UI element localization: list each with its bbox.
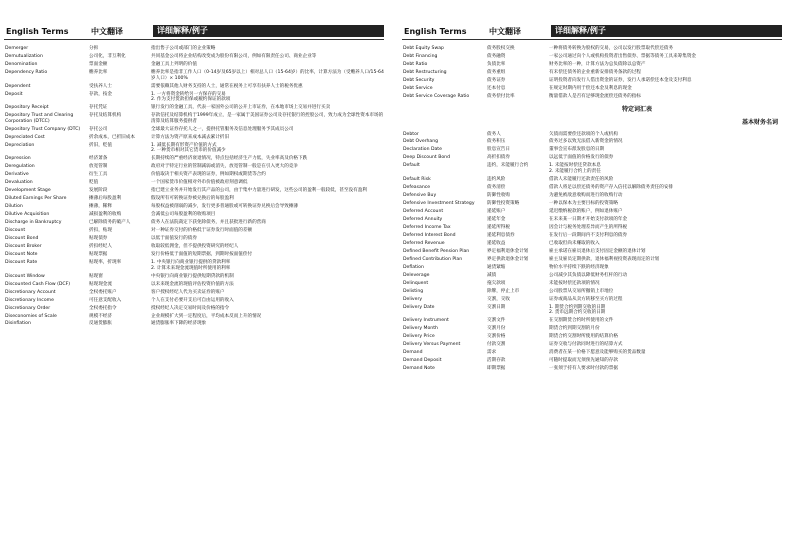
term-chinese: 票面金额	[89, 61, 108, 67]
glossary-entry	[4, 127, 384, 133]
glossary-entry	[4, 70, 384, 81]
glossary-entry	[4, 135, 384, 141]
term-chinese: 债务重组	[487, 69, 506, 75]
glossary-entry	[402, 241, 782, 247]
glossary-entry	[402, 217, 782, 223]
term-description: 收取较低佣金，但不提供投资研究的经纪人	[151, 244, 239, 250]
term-chinese: 受扶养人士	[89, 83, 112, 89]
term-description: 存款信托及结算机构于1999年成立，是一家属于美国证券公司及存托银行的控股公司，致力成为全球性资本市场的清算及结算服务提供者	[151, 113, 384, 124]
term-chinese: 活期存款	[487, 358, 506, 364]
term-english: Delinquent	[403, 280, 429, 286]
term-chinese: 发展阶段	[89, 188, 108, 194]
term-description: 一种将债务转换为股权的交易，公司以发行股票取代偿还债务	[549, 46, 674, 51]
term-english: Demand	[403, 350, 423, 356]
term-chinese: 反通货膨胀	[89, 321, 112, 327]
glossary-entry	[402, 225, 782, 231]
header-description: 详细解释/例子	[551, 25, 782, 37]
glossary-entry	[402, 249, 782, 255]
term-chinese: 可任意支配收入	[89, 297, 122, 303]
term-chinese: 违约，未能履行合约	[487, 163, 529, 169]
term-english: Devaluation	[5, 180, 33, 186]
left-term-list	[4, 46, 384, 327]
term-chinese: 递延账户	[487, 208, 506, 214]
term-english: Defined Benefit Pension Plan	[403, 248, 470, 254]
term-description: 因会计与税务处理差异而产生的所得税	[549, 224, 628, 230]
term-english: Dependent	[5, 83, 31, 89]
term-english: Delivery Date	[403, 304, 435, 310]
term-chinese: 界定福利退休金计划	[487, 248, 529, 254]
term-english: Discount Window	[5, 273, 45, 279]
term-description: 通货膨胀率下降的经济现象	[151, 321, 207, 327]
term-english: Debt Overhang	[403, 139, 439, 145]
glossary-entry	[4, 92, 384, 103]
term-english: Dilutive Acquisition	[5, 212, 50, 218]
term-chinese: 贴现债券	[89, 236, 108, 242]
glossary-entry	[4, 143, 384, 154]
glossary-entry	[4, 314, 384, 320]
term-chinese: 还本付息	[487, 85, 506, 91]
term-chinese: 需求	[487, 350, 497, 356]
term-chinese: 衍生工具	[89, 172, 108, 178]
term-chinese: 存托及结算机构	[89, 113, 122, 119]
term-english: Diluted Earnings Per Share	[5, 196, 67, 202]
term-english: Dependency Ratio	[5, 69, 48, 75]
right-column-header	[402, 24, 782, 38]
term-chinese: 债务清偿	[487, 185, 506, 190]
term-english: Deleverage	[403, 272, 430, 278]
term-english: Defined Contribution Plan	[403, 256, 463, 262]
term-description: 期货合约交割时所使用的结算价格	[549, 334, 618, 340]
glossary-entry	[402, 289, 782, 295]
term-chinese: 递延收益	[487, 240, 506, 246]
left-column	[4, 24, 384, 329]
term-chinese: 减损盈利的收购	[89, 212, 122, 218]
glossary-entry	[4, 244, 384, 250]
term-chinese: 防御性收购	[487, 192, 510, 198]
term-chinese: 赡养比率	[89, 69, 108, 75]
term-chinese: 公司化，非互利化	[89, 53, 126, 59]
term-chinese: 交割，交收	[487, 296, 510, 302]
term-description: 证券或商品从卖方转移至买方的过程	[549, 296, 623, 302]
glossary-entry	[402, 265, 782, 271]
glossary-entry	[402, 257, 782, 263]
term-chinese: 交割价格	[487, 334, 506, 340]
term-english: Depression	[5, 156, 31, 162]
term-english: Delivery Instrument	[403, 318, 449, 324]
term-description: 价值取决于相关资产表现的证券，例如期权或期货等合约	[151, 172, 266, 178]
glossary-entry	[4, 274, 384, 280]
term-english: Defensive Investment Strategy	[403, 200, 475, 206]
term-chinese: 债务偿付比率	[487, 93, 515, 99]
term-english: Delivery Versus Payment	[403, 342, 461, 348]
term-description: 证明投资者向发行人借出资金的证券，发行人承诺偿还本金及支付利息	[549, 77, 692, 83]
glossary-entry	[4, 282, 384, 288]
term-english: Debt Financing	[403, 53, 438, 59]
term-english: Dilution	[5, 204, 23, 210]
glossary-entry	[402, 163, 782, 174]
term-chinese: 摊薄后每股盈利	[89, 196, 122, 202]
term-chinese: 规模不经济	[89, 313, 112, 319]
glossary-entry	[4, 180, 384, 186]
term-english: Discount Note	[5, 252, 38, 258]
term-english: Demand Note	[403, 366, 435, 372]
term-description: 在发行后一段期间内不支付利息的债券	[549, 232, 628, 238]
glossary-entry	[402, 305, 782, 316]
glossary-entry	[4, 54, 384, 60]
term-chinese: 存款，按金	[89, 91, 112, 97]
term-description: 长期持续的严重经济衰退情况，特点包括经济生产力低，失业率高及价格下跌	[151, 156, 308, 162]
term-english: Debt Ratio	[403, 61, 428, 67]
term-english: Deferred Account	[403, 208, 444, 214]
term-description: 衡量借款人是否有足够现金流偿还债务的指标	[549, 93, 641, 99]
term-description: 企业规模扩大到一定程度后，平均成本反而上升的情况	[151, 313, 262, 319]
term-description: 发行价格低于面值的短期票据，到期时按面值偿付	[151, 252, 253, 258]
term-english: Discount Bond	[5, 236, 39, 242]
term-english: Default	[403, 163, 420, 169]
header-english: English Terms	[404, 26, 467, 36]
term-description: 金融工具上列明的价值	[151, 61, 197, 67]
glossary-entry	[4, 228, 384, 234]
glossary-entry	[402, 62, 782, 68]
term-description: 1. 一方将资金转给另一方保存的交易 2. 作为支付货款担保或履约保证的款项	[151, 91, 231, 103]
term-chinese: 债务积压	[487, 139, 506, 145]
glossary-entry	[402, 78, 782, 84]
glossary-entry	[4, 113, 384, 124]
term-english: Discount Broker	[5, 244, 42, 250]
term-english: Discount Rate	[5, 260, 38, 265]
right-column	[402, 24, 782, 374]
term-chinese: 股息宣告日	[487, 147, 510, 153]
glossary-entry	[4, 204, 384, 210]
glossary-entry	[402, 209, 782, 215]
term-chinese: 折余成本，已折旧成本	[89, 134, 135, 140]
term-description: 指出售子公司或部门的企业策略	[151, 46, 216, 51]
glossary-entry	[4, 212, 384, 218]
term-chinese: 存托公司	[89, 126, 108, 132]
term-description: 赡养比率是指非工作人口（0-14岁及65岁以上）相对总人口（15-64岁）的比率，计算方法为（受赡养人口/15-64岁人口）× 100%	[151, 69, 384, 81]
term-description: 个人在支付必要开支后可自由运用的收入	[151, 297, 234, 303]
term-english: Demutualization	[5, 53, 43, 59]
term-english: Depreciated Cost	[5, 134, 45, 140]
term-description: 客户授权经纪人代为买卖证券的账户	[151, 289, 225, 295]
term-description: 一张须于持有人要求时付款的票据	[549, 366, 618, 372]
glossary-entry	[402, 46, 782, 52]
glossary-entry	[4, 260, 384, 271]
term-english: Debt Security	[403, 77, 435, 83]
header-english: English Terms	[6, 26, 69, 36]
term-english: Discount	[5, 228, 26, 234]
term-english: Depository Trust and Clearing Corporation (DTCC)	[5, 113, 74, 124]
header-rule	[402, 39, 782, 40]
term-description: 雇主承诺在雇员退休后支付固定金额的退休计划	[549, 248, 646, 254]
term-english: Debt Service Coverage Ratio	[403, 93, 470, 99]
term-description: 在交割期货合约时所使用的文件	[549, 318, 614, 324]
term-chinese: 负债比率	[487, 61, 506, 67]
term-english: Deregulation	[5, 164, 35, 170]
term-description: 公司股票从交易所撤销上市地位	[549, 288, 614, 294]
term-description: 在规定时期内用于偿还本金及利息的现金	[549, 85, 632, 91]
term-chinese: 分拆	[89, 46, 99, 51]
glossary-entry	[402, 326, 782, 332]
left-column-header	[4, 24, 384, 38]
term-chinese: 递延所得税	[487, 224, 510, 230]
term-chinese: 贴现率，折现率	[89, 260, 122, 265]
term-description: 欠债而需要偿还款项的个人或机构	[549, 131, 618, 137]
term-description: 以未来现金流的现值评估投资价值的方法	[151, 281, 234, 287]
glossary-entry	[4, 196, 384, 202]
header-rule	[4, 39, 384, 40]
glossary-entry	[4, 62, 384, 68]
term-description: 全球最大证券存托人之一，提供托管服务及信息处理服务予其成员公司	[151, 126, 294, 132]
term-english: Deferred Interest Bond	[403, 232, 456, 238]
header-chinese: 中文翻译	[91, 26, 123, 36]
term-english: Default Risk	[403, 177, 431, 183]
term-description: 授权经纪人决定交易时间及价格的指令	[151, 305, 230, 311]
glossary-entry	[402, 342, 782, 348]
glossary-entry	[4, 188, 384, 194]
term-chinese: 递延年金	[487, 216, 506, 222]
glossary-entry	[4, 172, 384, 178]
term-description: 延迟缴纳税款的账户，例如退休账户	[549, 208, 623, 214]
term-chinese: 经济萧条	[89, 156, 108, 162]
glossary-entry	[402, 155, 782, 161]
term-chinese: 违约风险	[487, 177, 506, 183]
term-description: 证券交收与付款同时进行的结算方式	[549, 342, 623, 348]
term-english: Deep Discount Bond	[403, 155, 450, 161]
glossary-entry	[4, 236, 384, 242]
term-chinese: 界定供款退休金计划	[487, 256, 529, 262]
term-english: Depository Trust Company (DTC)	[5, 126, 81, 132]
term-chinese: 减债	[487, 272, 497, 278]
term-chinese: 高折扣债券	[487, 155, 510, 161]
term-description: 计算方法为资产原来成本减去累计折旧	[151, 134, 230, 140]
term-english: Debt Restructuring	[403, 69, 447, 75]
glossary-entry	[402, 94, 782, 100]
term-english: Discretionary Order	[5, 305, 51, 311]
term-english: Deposit	[5, 91, 23, 97]
term-description: 债务人在法院裁定下获免除债务，并且获批进行新的营商	[151, 220, 266, 226]
term-description: 需要依赖其他人财务支持的人士，通常在税务上可享有扶养人士的税务优惠	[151, 83, 303, 89]
term-chinese: 除牌，停止上市	[487, 288, 520, 294]
term-english: Deferred Income Tax	[403, 224, 451, 230]
term-description: 已收取但尚未赚取的收入	[549, 240, 600, 246]
term-chinese: 通货紧缩	[487, 264, 506, 270]
glossary-entry	[4, 84, 384, 90]
glossary-entry	[4, 156, 384, 162]
term-description: 董事会宣布派发股息的日期	[549, 147, 605, 153]
term-english: Debt Service	[403, 85, 433, 91]
term-english: Delisting	[403, 288, 424, 294]
term-english: Discretionary Account	[5, 289, 56, 295]
term-description: 财务比率的一种，计算方法为总负债除以总资产	[549, 61, 646, 67]
term-description: 期货合约到期交割的月份	[549, 326, 600, 332]
term-english: Development Stage	[5, 188, 51, 194]
glossary-entry	[402, 318, 782, 324]
term-chinese: 付款交割	[487, 342, 506, 348]
glossary-entry	[4, 252, 384, 258]
glossary-entry	[4, 46, 384, 52]
right-term-list-top	[402, 46, 782, 100]
term-chinese: 全权委托账户	[89, 289, 117, 295]
glossary-entry	[4, 290, 384, 296]
glossary-entry	[4, 105, 384, 111]
term-description: 会减低公司每股盈利的收购项目	[151, 212, 216, 218]
term-description: 1. 未能按时偿还贷款本息 2. 未能履行合约上的责任	[549, 163, 601, 175]
term-description: 未能按时偿还款项的情况	[549, 280, 600, 286]
glossary-entry	[402, 201, 782, 207]
term-description: 债务过多以致无法借入新资金的情况	[549, 139, 623, 145]
term-description: 雇主及雇员定期供款，退休福利视投资表现而定的计划	[549, 256, 660, 262]
glossary-entry	[402, 185, 782, 191]
term-english: Disinflation	[5, 321, 31, 327]
glossary-entry	[402, 297, 782, 303]
term-chinese: 交割日期	[487, 304, 506, 310]
term-description: 在未来某一日期才开始支付款项的年金	[549, 216, 628, 222]
term-english: Depreciation	[5, 142, 35, 148]
glossary-entry	[402, 350, 782, 356]
term-chinese: 债务融资	[487, 53, 506, 59]
term-chinese: 债务人	[487, 131, 501, 137]
term-chinese: 折旧，贬值	[89, 142, 112, 148]
term-english: Delivery Price	[403, 334, 435, 340]
header-description: 详细解释/例子	[153, 25, 384, 37]
header-chinese: 中文翻译	[489, 26, 521, 36]
term-chinese: 交割文件	[487, 318, 506, 324]
glossary-entry	[402, 273, 782, 279]
term-english: Deflation	[403, 264, 424, 270]
term-english: Defeasance	[403, 185, 431, 190]
term-chinese: 债务股权交换	[487, 46, 515, 51]
term-chinese: 贴现现金流	[89, 281, 112, 287]
glossary-entry	[402, 358, 782, 364]
glossary-entry	[402, 233, 782, 239]
term-english: Declaration Date	[403, 147, 442, 153]
glossary-entry	[4, 164, 384, 170]
section-heading: 特定词汇表	[621, 105, 652, 113]
term-english: Demand Deposit	[403, 358, 442, 364]
subsection-heading: 基本财务名词	[741, 118, 778, 126]
term-description: 消费者在某一价格下愿意及能够购买的货品数量	[549, 350, 646, 356]
glossary-entry	[4, 321, 384, 327]
term-english: Discharge in Bankruptcy	[5, 220, 62, 226]
term-chinese: 折扣经纪人	[89, 244, 112, 250]
glossary-entry	[402, 281, 782, 287]
term-english: Depository Receipt	[5, 105, 49, 111]
glossary-entry	[402, 70, 782, 76]
term-chinese: 贴现窗	[89, 273, 103, 279]
glossary-entry	[402, 366, 782, 372]
glossary-entry	[402, 193, 782, 199]
term-description: 公司减少其负债以降低财务杠杆的行动	[549, 272, 628, 278]
glossary-entry	[402, 177, 782, 183]
term-description: 有未偿还债务的企业重新安排债务条款的过程	[549, 69, 641, 75]
term-english: Debtor	[403, 131, 419, 137]
glossary-entry	[402, 132, 782, 138]
term-english: Debt Equity Swap	[403, 46, 444, 51]
term-description: 为避免被敌意收购而进行的收购行动	[549, 192, 623, 198]
term-chinese: 贬值	[89, 180, 99, 186]
term-description: 银行发行的金融工具，代表一家国外公司的公开上市证券，在本地市场上交易并进行买卖	[151, 105, 331, 111]
term-description: 一个国家货币价值相对外币价值被政府刻意调低	[151, 180, 248, 186]
term-chinese: 贴现票据	[89, 252, 108, 258]
glossary-entry	[402, 86, 782, 92]
glossary-entry	[4, 298, 384, 304]
term-description: 中央银行向商业银行提供短期贷款的机制	[151, 273, 234, 279]
term-english: Deferred Annuity	[403, 216, 443, 222]
term-chinese: 折扣，贴现	[89, 228, 112, 234]
glossary-entry	[402, 139, 782, 145]
term-description: 一家公司通过向个人或机构投资者出售债券、票据等债务工具来筹集资金	[549, 53, 697, 59]
term-chinese: 全权委托指令	[89, 305, 117, 311]
term-chinese: 已解除债务的破产人	[89, 220, 131, 226]
term-description: 以低于面值发行的债券	[151, 236, 197, 242]
term-description: 对一种证券交付的价格低于证券发行时面值的差额	[151, 228, 253, 234]
right-term-list	[402, 132, 782, 372]
term-english: Delivery	[403, 296, 423, 302]
term-description: 每股权益被削弱的减少，发行更多普通股或可转换证券兑换后会导致摊薄	[151, 204, 299, 210]
term-description: 以远低于面值的价格发行的债券	[549, 155, 614, 161]
term-english: Demerger	[5, 46, 29, 51]
term-description: 假设所有可转换证券被兑换后的每股盈利	[151, 196, 234, 202]
term-description: 一种以保本为主要目标的投资策略	[549, 200, 618, 206]
term-description: 指已建立业务并开始发行其产品的公司，由于集中力量进行研发，这些公司的盈利一般较低，甚至没有盈利	[151, 188, 367, 194]
term-description: 1. 中央银行向商业银行提供的贷款利率 2. 计算未来现金流现值时所使用的利率	[151, 260, 231, 271]
term-description: 物价水平持续下跌的经济现象	[549, 264, 609, 270]
term-english: Defensive Buy	[403, 192, 437, 198]
term-description: 可随时提取而无须预先通知的存款	[549, 358, 618, 364]
term-english: Denomination	[5, 61, 38, 67]
glossary-entry	[402, 54, 782, 60]
term-chinese: 即期票据	[487, 366, 506, 372]
term-english: Deferred Revenue	[403, 240, 445, 246]
term-description: 政府对于特定行业的管制减弱或消失，放宽管制一般是在引入更大的竞争	[151, 164, 299, 170]
glossary-entry	[4, 220, 384, 226]
glossary-entry	[4, 306, 384, 312]
term-description: 1. 减低长期有形资产价值的方式 2. 一种货币相对其它货币的价值减少	[151, 142, 226, 154]
term-english: Delivery Month	[403, 326, 438, 332]
term-description: 借款人未能履行还款责任的风险	[549, 177, 614, 183]
term-chinese: 防御性投资策略	[487, 200, 520, 206]
term-english: Discretionary Income	[5, 297, 54, 303]
glossary-entry	[402, 147, 782, 153]
term-description: 借款人将足以偿还债务的资产存入信托以解除债务责任的安排	[549, 185, 674, 190]
term-chinese: 拖欠款项	[487, 280, 506, 286]
term-chinese: 存托凭证	[89, 105, 108, 111]
term-chinese: 摊薄，稀释	[89, 204, 112, 210]
term-description: 共同基金公司将企业结构改变成为股份有限公司，例如有限责任公司、商业企业等	[151, 53, 317, 59]
glossary-entry	[402, 334, 782, 340]
term-chinese: 交割月份	[487, 326, 506, 332]
term-english: Derivative	[5, 172, 29, 178]
term-chinese: 债务证券	[487, 77, 506, 83]
term-description: 1. 期货合约到期交收的日期 2. 货币远期合约交收的日期	[549, 304, 606, 316]
term-chinese: 递延利息债券	[487, 232, 515, 238]
term-english: Discounted Cash Flow (DCF)	[5, 281, 71, 287]
term-english: Diseconomies of Scale	[5, 313, 57, 319]
term-chinese: 放宽管制	[89, 164, 108, 170]
